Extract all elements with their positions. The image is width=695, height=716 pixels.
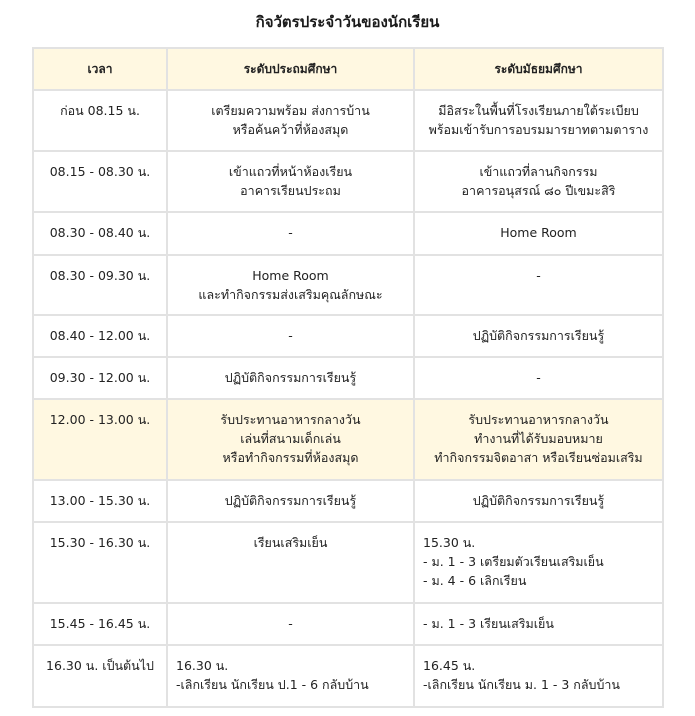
table-row xyxy=(33,603,663,645)
cell-line: ปฏิบัติกิจกรรมการเรียนรู้ xyxy=(224,370,357,385)
cell-line: อาคารอนุสรณ์ ๘๐ ปีเขมะสิริ xyxy=(461,183,616,198)
cell-line: รับประทานอาหารกลางวัน xyxy=(220,412,361,427)
cell-line: มีอิสระในพื้นที่โรงเรียนภายใต้ระเบียบ xyxy=(438,103,639,118)
time-cell: 15.45 - 16.45 น. xyxy=(33,603,167,645)
header-secondary: ระดับมัธยมศึกษา xyxy=(414,48,663,90)
cell-line: เตรียมความพร้อม ส่งการบ้าน xyxy=(211,103,370,118)
header-row xyxy=(33,48,663,90)
cell-line: 15.30 น. xyxy=(423,535,476,550)
primary-cell xyxy=(167,212,414,255)
time-cell: 16.30 น. เป็นต้นไป xyxy=(33,645,167,707)
primary-cell xyxy=(167,603,414,645)
cell-line: Home Room xyxy=(500,225,577,240)
cell-line: - xyxy=(536,370,541,385)
time-cell: 12.00 - 13.00 น. xyxy=(33,399,167,480)
cell-line: อาคารเรียนประถม xyxy=(240,183,341,198)
primary-cell xyxy=(167,522,414,603)
cell-line: เข้าแถวที่หน้าห้องเรียน xyxy=(228,164,353,179)
table-row xyxy=(33,90,663,151)
cell-line: - xyxy=(288,225,293,240)
cell-line: เข้าแถวที่ลานกิจกรรม xyxy=(479,164,598,179)
time-cell: 09.30 - 12.00 น. xyxy=(33,357,167,399)
cell-line: หรือทำกิจกรรมที่ห้องสมุด xyxy=(222,450,359,465)
primary-cell xyxy=(167,255,414,315)
primary-cell xyxy=(167,357,414,399)
primary-cell xyxy=(167,90,414,151)
cell-line: หรือค้นคว้าที่ห้องสมุด xyxy=(232,122,349,137)
cell-line: - ม. 1 - 3 เตรียมตัวเรียนเสริมเย็น xyxy=(423,554,604,569)
cell-line: - ม. 4 - 6 เลิกเรียน xyxy=(423,573,527,588)
cell-line: ปฏิบัติกิจกรรมการเรียนรู้ xyxy=(472,493,605,508)
cell-line: ปฏิบัติกิจกรรมการเรียนรู้ xyxy=(472,328,605,343)
secondary-cell xyxy=(414,645,663,707)
secondary-cell xyxy=(414,151,663,212)
table-row xyxy=(33,212,663,255)
primary-cell xyxy=(167,399,414,480)
cell-line: -เลิกเรียน นักเรียน ป.1 - 6 กลับบ้าน xyxy=(176,677,369,692)
header-time: เวลา xyxy=(33,48,167,90)
cell-line: และทำกิจกรรมส่งเสริมคุณลักษณะ xyxy=(198,287,383,302)
table-row xyxy=(33,151,663,212)
header-primary: ระดับประถมศึกษา xyxy=(167,48,414,90)
time-cell: 08.40 - 12.00 น. xyxy=(33,315,167,357)
secondary-cell xyxy=(414,315,663,357)
primary-cell xyxy=(167,480,414,522)
time-cell: ก่อน 08.15 น. xyxy=(33,90,167,151)
primary-cell xyxy=(167,315,414,357)
schedule-table xyxy=(32,47,664,708)
cell-line: ปฏิบัติกิจกรรมการเรียนรู้ xyxy=(224,493,357,508)
cell-line: เล่นที่สนามเด็กเล่น xyxy=(240,431,341,446)
cell-line: พร้อมเข้ารับการอบรมมารยาทตามตาราง xyxy=(428,122,649,137)
primary-cell xyxy=(167,151,414,212)
secondary-cell xyxy=(414,522,663,603)
cell-line: เรียนเสริมเย็น xyxy=(253,535,328,550)
secondary-cell xyxy=(414,399,663,480)
secondary-cell xyxy=(414,603,663,645)
cell-line: ทำกิจกรรมจิตอาสา หรือเรียนซ่อมเสริม xyxy=(434,450,643,465)
secondary-cell xyxy=(414,480,663,522)
cell-line: Home Room xyxy=(252,268,329,283)
cell-line: 16.30 น. xyxy=(176,658,229,673)
table-row xyxy=(33,522,663,603)
secondary-cell xyxy=(414,90,663,151)
time-cell: 13.00 - 15.30 น. xyxy=(33,480,167,522)
cell-line: 16.45 น. xyxy=(423,658,476,673)
table-row xyxy=(33,255,663,315)
cell-line: -เลิกเรียน นักเรียน ม. 1 - 3 กลับบ้าน xyxy=(423,677,620,692)
secondary-cell xyxy=(414,357,663,399)
table-row-highlighted xyxy=(33,399,663,480)
time-cell: 08.30 - 09.30 น. xyxy=(33,255,167,315)
table-row xyxy=(33,480,663,522)
time-cell: 08.30 - 08.40 น. xyxy=(33,212,167,255)
page-title: กิจวัตรประจำวันของนักเรียน xyxy=(255,13,440,31)
cell-line: รับประทานอาหารกลางวัน xyxy=(468,412,609,427)
primary-cell xyxy=(167,645,414,707)
cell-line: ทำงานที่ได้รับมอบหมาย xyxy=(474,431,603,446)
secondary-cell xyxy=(414,212,663,255)
table-row xyxy=(33,357,663,399)
cell-line: - xyxy=(288,328,293,343)
secondary-cell xyxy=(414,255,663,315)
time-cell: 08.15 - 08.30 น. xyxy=(33,151,167,212)
table-row xyxy=(33,645,663,707)
table-row xyxy=(33,315,663,357)
cell-line: - ม. 1 - 3 เรียนเสริมเย็น xyxy=(423,616,554,631)
time-cell: 15.30 - 16.30 น. xyxy=(33,522,167,603)
cell-line: - xyxy=(536,268,541,283)
cell-line: - xyxy=(288,616,293,631)
